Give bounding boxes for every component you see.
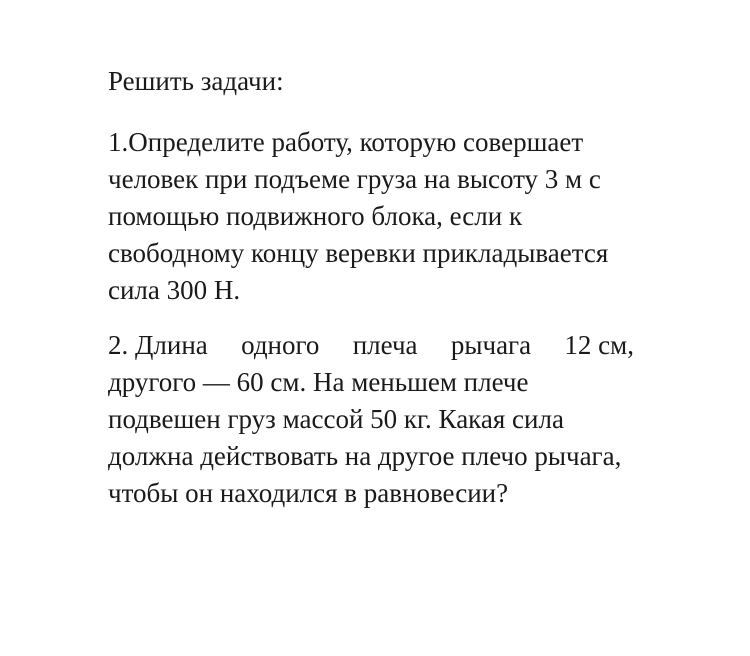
task-2-first-line bbox=[108, 327, 634, 364]
task-2-line: другого — 60 см. На меньшем плече bbox=[108, 367, 529, 397]
task-1 bbox=[108, 124, 698, 309]
task-2-word: плеча bbox=[352, 330, 418, 360]
task-2-word: одного bbox=[241, 330, 320, 360]
task-2-word: 2. Длина bbox=[108, 330, 208, 360]
task-2-line: должна действовать на другое плечо рычага, bbox=[108, 441, 622, 471]
task-1-line: помощью подвижного блока, если к bbox=[108, 201, 523, 231]
task-2-line: чтобы он находился в равновесии? bbox=[108, 478, 509, 508]
task-1-line: сила 300 Н. bbox=[108, 275, 241, 305]
task-1-line: свободному концу веревки прикладывается bbox=[108, 238, 609, 268]
page-title: Решить задачи: bbox=[108, 66, 284, 96]
task-1-line: 1.Определите работу, которую совершает bbox=[108, 127, 584, 157]
task-2 bbox=[108, 327, 698, 512]
task-2-word: рычага bbox=[450, 330, 532, 360]
task-1-line: человек при подъеме груза на высоту 3 м с bbox=[108, 164, 601, 194]
task-2-word: 12 см, bbox=[564, 330, 634, 360]
task-2-line: подвешен груз массой 50 кг. Какая сила bbox=[108, 404, 564, 434]
